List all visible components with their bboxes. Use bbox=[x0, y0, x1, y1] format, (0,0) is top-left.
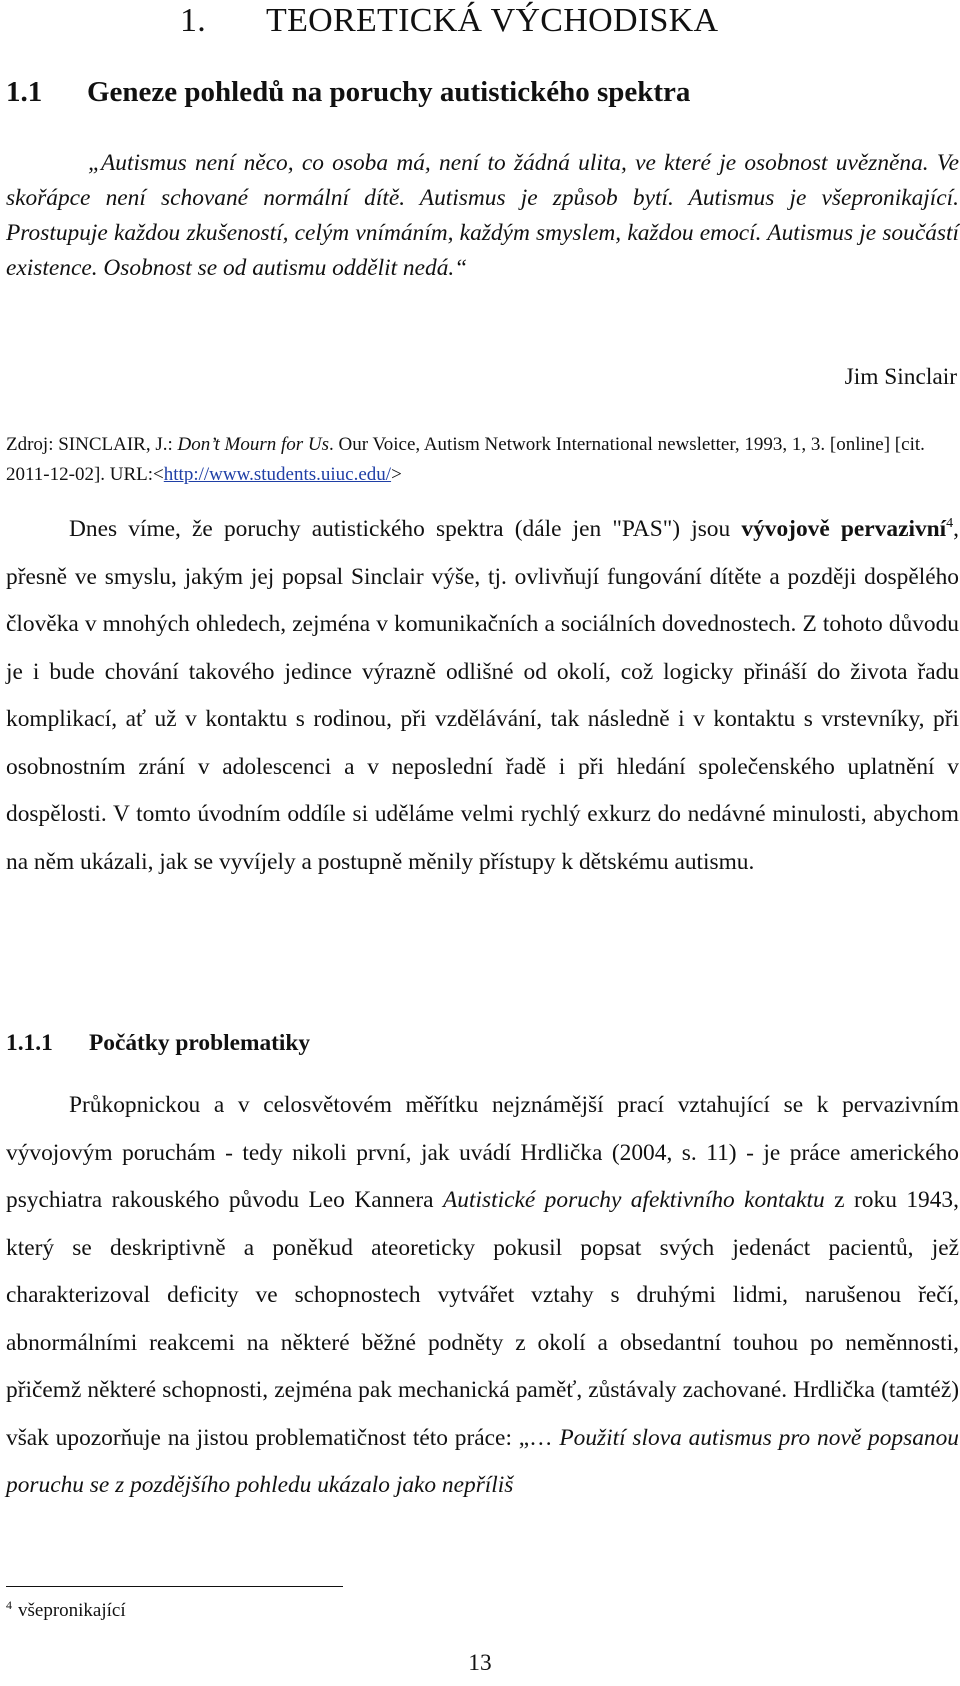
chapter-heading bbox=[180, 2, 718, 40]
paragraph1-bold-term: vývojově pervazivní bbox=[741, 516, 947, 542]
paragraph1-text-b: , přesně ve smyslu, jakým jej popsal Sinclair výše, tj. ovlivňují fungování dítěte a později dospělého člověka v mnohých ohledech, zejména v komunikačních a sociálních dovednostech. Z tohoto důvodu je i bude chování takového jedince výrazně odlišné od okolí, což logicky přináší do života řadu komplikací, ať už v kontaktu s rodinou, při vzdělávání, tak následně i v kontaktu s vrstevníky, při osobnostním zrání v adolescenci a v neposlední řadě i při hledání společenského uplatnění v dospělosti. V tomto úvodním oddíle si uděláme velmi rychlý exkurz do nedávné minulosti, abychom na něm ukázali, jak se vyvíjely a postupně měnily přístupy k dětskému autismu. bbox=[6, 516, 960, 875]
footnote bbox=[6, 1597, 126, 1622]
source-url-link[interactable]: http://www.students.uiuc.edu/ bbox=[163, 464, 392, 485]
epigraph-quote bbox=[6, 146, 959, 286]
paragraph2-text-a: Průkopnickou a v celosvětovém měřítku nejznámější prací vztahující se k pervazivním vývojovým poruchám - tedy nikoli první, jak uvádí Hrdlička (2004, s. 11) - je práce amerického psychiatra rakouského původu Leo Kannera bbox=[6, 1092, 959, 1213]
source-middle: . Our Voice, Autism Network International newsletter, 1993, 1, 3. [online] [cit. 2011-12-02]. URL:< bbox=[6, 434, 925, 485]
page-number: 13 bbox=[468, 1650, 492, 1676]
footnote-text: všepronikající bbox=[18, 1600, 126, 1621]
quote-author: Jim Sinclair bbox=[844, 364, 957, 390]
chapter-title: TEORETICKÁ VÝCHODISKA bbox=[266, 2, 719, 39]
quote-text: „Autismus není něco, co osoba má, není to žádná ulita, ve které je osobnost uvězněna. Ve skořápce není schované normální dítě. Autismus je způsob bytí. Autismus je všepronikající. Prostupuje každou zkušeností, celým vnímáním, každým smyslem, každou emocí. Autismus je součástí existence. Osobnost se od autismu oddělit nedá.“ bbox=[6, 150, 959, 281]
kanner-paragraph bbox=[6, 1082, 959, 1510]
quote-source bbox=[6, 430, 959, 490]
footnote-number: 4 bbox=[6, 1597, 12, 1612]
source-prefix: Zdroj: SINCLAIR, J.: bbox=[6, 434, 178, 455]
paragraph2-text-b: z roku 1943, který se deskriptivně a poněkud ateoreticky pokusil popsat svých jedenáct pacientů, jež charakterizoval deficity ve schopnostech vytvářet vztahy s druhými lidmi, narušenou řečí, abnormálními reakcemi na některé běžné podněty z okolí a obsedantní touhou po neměnnosti, přičemž některé schopnosti, zejména pak mechanická paměť, zůstávaly zachované. Hrdlička (tamtéž) však upozorňuje na jistou problematičnost této práce: „… bbox=[6, 1187, 959, 1451]
subsection-number: 1.1.1 bbox=[6, 1030, 53, 1056]
footnote-reference[interactable]: 4 bbox=[946, 516, 954, 532]
source-title: Don’t Mourn for Us bbox=[177, 434, 330, 455]
source-suffix: > bbox=[391, 464, 402, 485]
section-title: Geneze pohledů na poruchy autistického spektra bbox=[87, 76, 691, 108]
subsection-heading bbox=[6, 1030, 310, 1057]
chapter-number: 1. bbox=[180, 2, 207, 39]
paragraph2-italic-title: Autistické poruchy afektivního kontaktu bbox=[443, 1187, 825, 1213]
section-number: 1.1 bbox=[6, 76, 43, 108]
paragraph1-text-a: Dnes víme, že poruchy autistického spektra (dále jen "PAS") jsou bbox=[69, 516, 742, 542]
subsection-title: Počátky problematiky bbox=[89, 1030, 311, 1056]
paragraph2-italic-quote: Použití slova autismus pro nově popsanou poruchu se z pozdějšího pohledu ukázalo jako nepříliš bbox=[6, 1424, 959, 1498]
intro-paragraph bbox=[6, 506, 959, 886]
section-heading bbox=[6, 76, 690, 109]
footnote-divider bbox=[6, 1586, 343, 1587]
